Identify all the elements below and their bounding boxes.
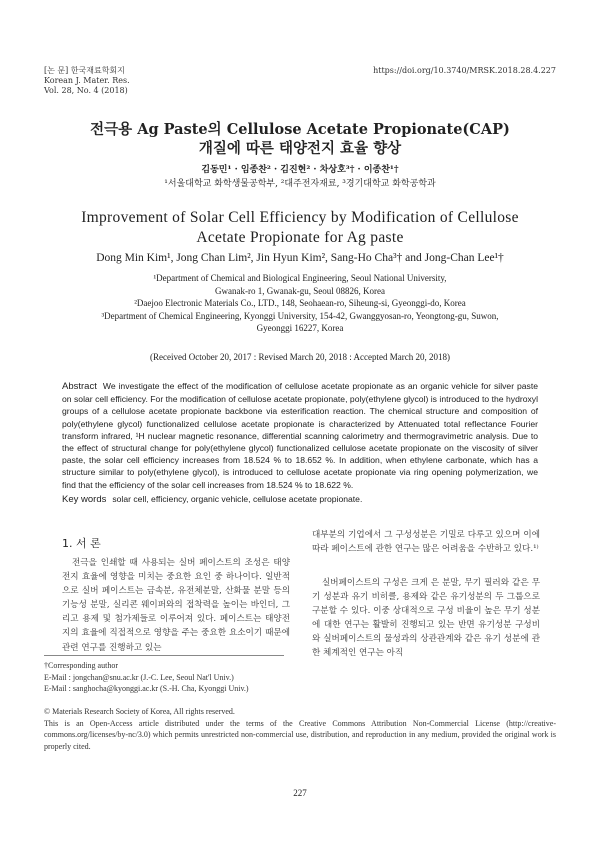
keywords-label: Key words xyxy=(62,494,107,505)
affiliation-line: Gyeonggi 16227, Korea xyxy=(256,323,344,333)
corresponding-author-label: †Corresponding author xyxy=(44,661,118,670)
keywords-text: solar cell, efficiency, organic vehicle, cellulose acetate propionate. xyxy=(112,494,363,504)
journal-english-name: Korean J. Mater. Res. xyxy=(44,76,130,85)
english-authors: Dong Min Kim¹, Jong Chan Lim², Jin Hyun Kim², Sang-Ho Cha³† and Jong-Chan Lee¹† xyxy=(96,252,504,264)
affiliation-line: Gwanak-ro 1, Gwanak-gu, Seoul 08826, Korea xyxy=(215,285,385,296)
license-footnote xyxy=(44,706,556,752)
email-cha[interactable]: E-Mail : sanghocha@kyonggi.ac.kr (S.-H. Cha, Kyonggi Univ.) xyxy=(44,684,249,693)
korean-authors: 김동민¹ · 임종찬² · 김진현² · 차상호³† · 이종찬¹† xyxy=(201,165,399,175)
copyright-notice: © Materials Research Society of Korea, All rights reserved. xyxy=(44,707,235,716)
section-heading-introduction: 1. 서 론 xyxy=(62,537,101,550)
affiliation-line: ³Department of Chemical Engineering, Kyonggi University, 154-42, Gwanggyosan-ro, Yeongtong-gu, Suwon, xyxy=(101,310,499,321)
affiliation-line: ¹Department of Chemical and Biological Engineering, Seoul National University, xyxy=(153,273,447,283)
korean-affiliations: ¹서울대학교 화학생물공학부, ²대주전자재료, ³경기대학교 화학공학과 xyxy=(164,179,436,189)
email-lee[interactable]: E-Mail : jongchan@snu.ac.kr (J.-C. Lee, Seoul Nat'l Univ.) xyxy=(44,672,234,682)
keywords xyxy=(62,494,538,505)
intro-paragraph-col2-1: 대부분의 기업에서 그 구성성분은 기밀로 다루고 있으며 이에 따라 페이스트에 관한 연구는 많은 어려움을 수반하고 있다.¹⁾ xyxy=(312,530,540,555)
korean-title-line1: 전극용 Ag Paste의 Cellulose Acetate Propionate(CAP) xyxy=(90,121,510,138)
doi-link[interactable]: https://doi.org/10.3740/MRSK.2018.28.4.227 xyxy=(373,66,556,75)
journal-korean-name: [논 문] 한국재료학회지 xyxy=(44,66,125,75)
received-dates: (Received October 20, 2017 : Revised March 20, 2018 : Accepted March 20, 2018) xyxy=(150,352,450,362)
journal-info xyxy=(44,66,130,96)
license-notice: This is an Open-Access article distributed under the terms of the Creative Commons Attribution Non-Commercial License (http://creative-commons.org/licenses/by-nc/3.0) which permits unrestricted non-commercial use, distribution, and reproduction in any medium, provided the original work is properly cited. xyxy=(44,718,556,751)
english-title-line1: Improvement of Solar Cell Efficiency by Modification of Cellulose xyxy=(81,209,519,226)
abstract-text: We investigate the effect of the modification of cellulose acetate propionate as an organic vehicle for silver paste on solar cell efficiency. For the modification of cellulose acetate propionate, poly(ethylene glycol) is introduced to the hydroxyl groups of a cellulose acetate propionate backbone via esterification reaction. The chemical structure and composition of poly(ethylene glycol) functionalized cellulose acetate propionate is characterized by Attenuated total reflectance Fourier transform infrared, ¹H nuclear magnetic resonance, differential scanning calorimetry and thermogravimetric analysis. Due to the effect of structural change for poly(ethylene glycol) functionalized cellulose acetate propionate on the viscosity of silver paste, the solar cell efficiency increases from 18.524 % to 18.652 %. In addition, when ethylene carbonate, which has a structure similar to poly(ethylene glycol), is introduced to cellulose acetate propionate via ring opening polymerization, we find that the efficiency of the solar cell increases from 18.524 % to 18.622 %. xyxy=(62,381,538,490)
korean-title-line2: 개질에 따른 태양전지 효율 향상 xyxy=(198,140,402,157)
intro-paragraph-col2-2: 실버페이스트의 구성은 크게 은 분말, 무기 필러와 같은 무기 성분과 유기 비히클, 용제와 같은 유기성분의 두 그룹으로 구분할 수 있다. 이중 상대적으로 구성 비율이 높은 무기 성분에 대한 연구는 활발히 진행되고 있는 반면 유기성분 구성비와 실버페이스트의 물성과의 상관관계와 같은 유기 성분에 관한 체계적인 연구는 아직 xyxy=(312,578,540,659)
page-number: 227 xyxy=(293,788,307,798)
english-title-line2: Acetate Propionate for Ag paste xyxy=(196,229,404,246)
abstract-label: Abstract xyxy=(62,381,97,392)
footnote-divider xyxy=(44,655,284,656)
abstract xyxy=(62,380,538,491)
affiliation-line: ²Daejoo Electronic Materials Co., LTD., 148, Seohaean-ro, Siheung-si, Gyeonggi-do, Korea xyxy=(134,298,466,308)
journal-volume: Vol. 28, No. 4 (2018) xyxy=(44,86,128,95)
english-affiliations xyxy=(0,272,600,335)
correspondence-footnote xyxy=(44,660,556,695)
intro-paragraph-col1: 전극을 인쇄할 때 사용되는 실버 페이스트의 조성은 태양전지 효율에 영향을 미치는 중요한 요인 중 하나이다. 일반적으로 실버 페이스트는 금속분, 유전체분말, 산화물 분말 등의 기능성 분말, 실리콘 웨이퍼와의 접착력을 높이는 바인더, 그리고 용제 및 첨가제들로 이루어져 있다. 페이스트는 태양전지의 효율에 직접적으로 영향을 주는 중요한 요소이기 때문에 관련 연구를 진행하고 있는 xyxy=(62,558,290,653)
